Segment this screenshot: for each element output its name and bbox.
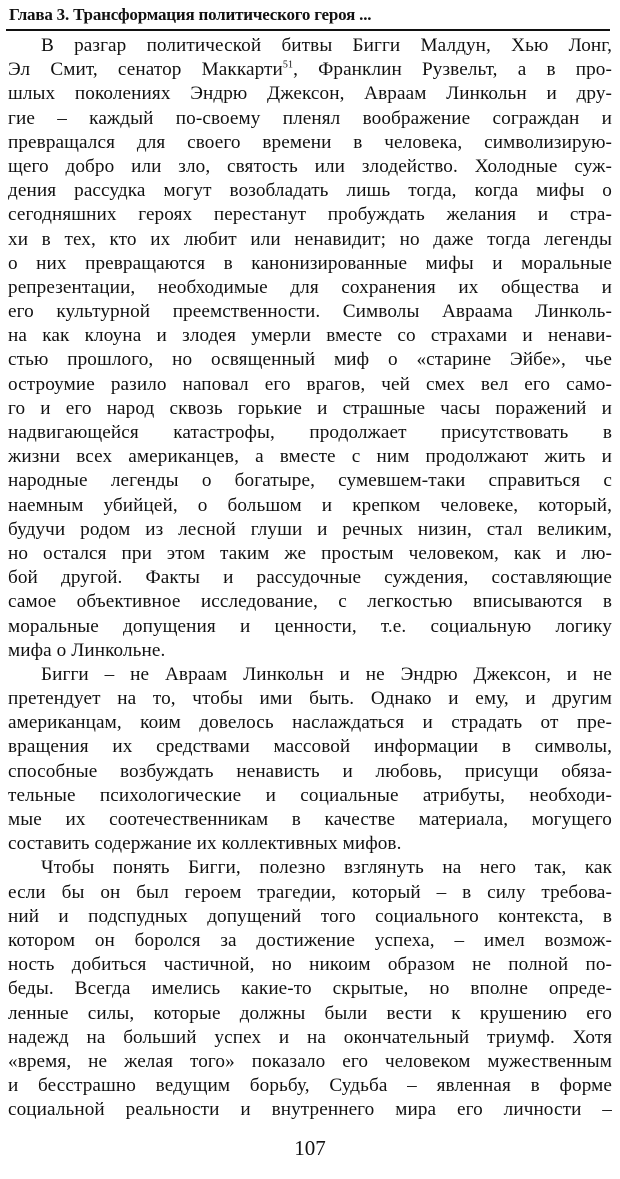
text-line: тельные психологические и социальные атрибуты, необходи- xyxy=(8,784,612,806)
text-line: наемным убийцей, о большом и крепком человеке, который, xyxy=(8,494,612,516)
text-line: американцам, коим довелось наслаждаться и страдать от пре- xyxy=(8,712,612,734)
text-line: надвигающейся катастрофы, продолжает присутствовать в xyxy=(8,422,612,443)
text-line: претендует на то, чтобы ими быть. Однако и ему, и другим xyxy=(8,688,612,710)
text-line: щего добро или зло, святость или злодейство. Холодные суж- xyxy=(8,155,612,177)
text-line: ленные силы, которые должны были вести к крушению его xyxy=(8,1002,612,1024)
text-line: мифа о Линкольне. xyxy=(8,639,166,661)
text-line: превращался для своего времени в человека, символизирую- xyxy=(8,131,612,153)
text-line: бой другой. Факты и рассудочные суждения, составляющие xyxy=(8,567,612,589)
text-line: надежд на больший успех и на окончательный триумф. Хотя xyxy=(8,1026,612,1048)
text-line: о них превращаются в канонизированные мифы и моральные xyxy=(8,252,612,274)
text-line: народные легенды о богатыре, сумевшем-таки справиться с xyxy=(8,470,612,492)
text-line: на как клоуна и злодея умерли вместе со страхами и ненави- xyxy=(8,325,612,347)
text-line: «время, не желая того» показало его человеком мужественным xyxy=(8,1050,612,1072)
text-line: шлых поколениях Эндрю Джексон, Авраам Линкольн и дру- xyxy=(8,83,612,105)
text-line: гие – каждый по-своему пленял воображение сограждан и xyxy=(8,107,612,129)
text-line: составить содержание их коллективных мифов. xyxy=(8,833,402,855)
text-line: репрезентации, необходимые для сохранения их общества и xyxy=(8,276,612,298)
text-line: хи в тех, кто их любит или ненавидит; но даже тогда легенды xyxy=(8,228,612,250)
page-number: 107 xyxy=(294,1136,326,1160)
text-line: Бигги – не Авраам Линкольн и не Эндрю Джексон, и не xyxy=(41,663,612,685)
text-fragment: Эл Смит, сенатор Маккарти xyxy=(8,59,283,81)
header-rule xyxy=(6,29,610,31)
text-line: самое объективное исследование, с легкостью вписываются в xyxy=(8,591,612,613)
running-head: Глава 3. Трансформация политического героя ... xyxy=(9,5,372,24)
text-fragment: , Франклин Рузвельт, а в про- xyxy=(293,59,612,81)
text-line: сегодняшних героях перестанут пробуждать желания и стра- xyxy=(8,204,612,226)
text-line: беды. Всегда имелись какие-то скрытые, но вполне опреде- xyxy=(8,978,612,1000)
text-line: жизни всех американцев, а вместе с ним продолжают жить и xyxy=(8,446,612,468)
text-line: ний и подспудных допущений того социального контекста, в xyxy=(8,905,612,927)
text-line: вращения их средствами массовой информации в символы, xyxy=(8,736,612,758)
text-line: мые их соотечественникам в качестве материала, могущего xyxy=(8,809,612,830)
text-line: способные возбуждать ненависть и любовь, присущи обяза- xyxy=(8,760,612,782)
text-line: го и его народ сквозь горькие и страшные часы поражений и xyxy=(8,397,612,419)
text-line: котором он боролся за достижение успеха, – имел возмож- xyxy=(8,929,612,951)
footnote-marker: 51 xyxy=(282,59,294,71)
text-line: но остался при этом таким же простым человеком, как и лю- xyxy=(8,542,612,564)
text-line: социальной реальности и внутреннего мира его личности – xyxy=(8,1099,612,1121)
text-line: будучи родом из лесной глуши и речных низин, стал великим, xyxy=(8,518,612,540)
text-line: стью прошлого, но освященный миф о «старине Эйбе», чье xyxy=(8,349,612,371)
text-line: ность добиться частичной, но никоим образом не полной по- xyxy=(8,954,612,976)
text-line: моральные допущения и ценности, т.е. социальную логику xyxy=(8,615,612,637)
text-line: В разгар политической битвы Бигги Малдун, Хью Лонг, xyxy=(41,35,612,56)
text-line: его культурной преемственности. Символы Авраама Линколь- xyxy=(8,301,612,323)
text-line: если бы он был героем трагедии, который – в силу требова- xyxy=(8,881,612,903)
text-line: дения рассудка могут возобладать лишь тогда, когда мифы о xyxy=(8,180,612,202)
body-text xyxy=(8,34,612,1122)
text-line: и бесстрашно ведущим борьбу, Судьба – явленная в форме xyxy=(8,1075,612,1097)
text-line: остроумие разило наповал его врагов, чей смех вел его само- xyxy=(8,373,612,395)
text-line: Чтобы понять Бигги, полезно взглянуть на него так, как xyxy=(41,857,612,879)
text-line-with-footnote xyxy=(8,58,612,82)
